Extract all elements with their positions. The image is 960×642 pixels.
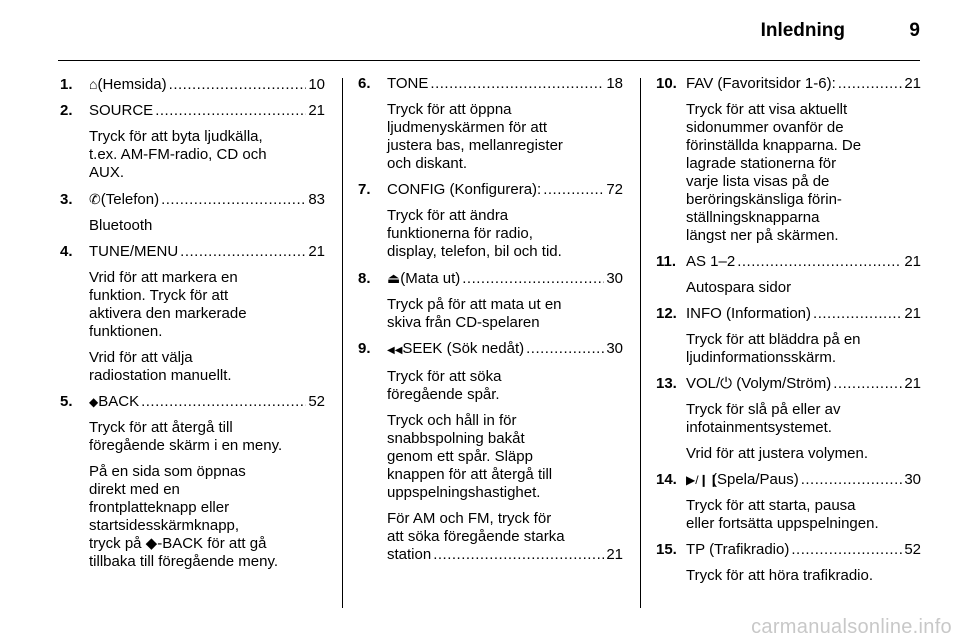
entry-page-ref: 52 <box>904 541 921 558</box>
index-entry <box>656 253 921 297</box>
entry-page-ref: 72 <box>606 181 623 198</box>
entry-number: 8. <box>358 270 371 287</box>
index-entry <box>656 471 921 533</box>
description-line: Tryck för att byta ljudkälla, <box>89 128 263 145</box>
entry-number: 6. <box>358 75 371 92</box>
description-line: Tryck för att starta, pausa <box>686 497 856 514</box>
play-pause-icon: ▶/❙❙ <box>686 473 719 487</box>
entry-number: 9. <box>358 340 371 357</box>
entry-number: 11. <box>656 253 677 270</box>
description-line: sidonummer ovanför de <box>686 119 844 136</box>
entry-description <box>358 412 623 502</box>
description-line: Tryck för att öppna <box>387 101 512 118</box>
description-line: funktion. Tryck för att <box>89 287 229 304</box>
back-arrow-icon: ◆ <box>89 395 99 409</box>
entry-number: 15. <box>656 541 677 558</box>
description-line: justera bas, mellanregister <box>387 137 563 154</box>
entry-number: 2. <box>60 102 73 119</box>
description-line: längst ner på skärmen. <box>686 227 839 244</box>
page-title: Inledning <box>760 20 845 41</box>
description-line: knappen för att återgå till <box>387 466 553 483</box>
description-line: AUX. <box>89 164 125 181</box>
description-line: tillbaka till föregående meny. <box>89 553 278 570</box>
entry-description <box>358 368 623 404</box>
dot-leader <box>526 340 604 358</box>
description-line: direkt med en <box>89 481 180 498</box>
description-line: Tryck och håll in för <box>387 412 517 429</box>
dot-leader <box>833 375 902 393</box>
entry-description <box>358 207 623 261</box>
entry-heading <box>656 305 921 323</box>
description-line: infotainmentsystemet. <box>686 419 832 436</box>
entry-page-ref: 18 <box>606 75 623 92</box>
description-line: föregående spår. <box>387 386 500 403</box>
entry-description <box>358 296 623 332</box>
entry-page-ref: 21 <box>308 102 325 119</box>
entry-label: (Hemsida) <box>97 76 167 93</box>
entry-heading <box>358 269 623 288</box>
entry-heading <box>60 393 325 411</box>
entry-label: TONE <box>387 75 429 92</box>
entry-heading <box>656 75 921 93</box>
description-line: funktionen. <box>89 323 163 340</box>
entry-page-ref: 83 <box>308 191 325 208</box>
entry-number: 13. <box>656 375 677 392</box>
index-entry <box>358 269 623 332</box>
dot-leader <box>430 75 604 93</box>
index-entry <box>656 541 921 585</box>
entry-description <box>60 128 325 182</box>
description-line: display, telefon, bil och tid. <box>387 243 562 260</box>
description-line: startsidesskärmknapp, <box>89 517 240 534</box>
entry-heading <box>60 243 325 261</box>
dot-leader <box>161 191 306 209</box>
entry-page-ref: 30 <box>904 471 921 488</box>
dot-leader <box>180 243 306 261</box>
index-entry <box>656 305 921 367</box>
description-line: att söka föregående starka <box>387 528 565 545</box>
entry-number: 10. <box>656 75 677 92</box>
phone-icon: ✆ <box>89 191 101 207</box>
column-2 <box>358 75 623 572</box>
description-line: Tryck för att återgå till <box>89 419 233 436</box>
description-line: Tryck för att söka <box>387 368 502 385</box>
entry-description <box>60 269 325 341</box>
description-line: uppspelningshastighet. <box>387 484 541 501</box>
entry-page-ref: 30 <box>606 270 623 287</box>
entry-heading <box>358 340 623 360</box>
description-line: frontplatteknapp eller <box>89 499 230 516</box>
entry-label: FAV (Favoritsidor 1-6): <box>686 75 836 92</box>
description-line: Tryck för slå på eller av <box>686 401 841 418</box>
dot-leader <box>543 181 604 199</box>
description-line: Bluetooth <box>89 217 153 234</box>
column-divider <box>342 78 343 608</box>
description-line: Tryck för att ändra <box>387 207 509 224</box>
seek-back-icon: ◀◀ <box>387 345 403 356</box>
entry-description <box>656 279 921 297</box>
entry-number: 3. <box>60 191 73 208</box>
index-entry <box>358 181 623 261</box>
entry-description <box>656 497 921 533</box>
entry-tail <box>358 546 623 564</box>
entry-heading <box>358 75 623 93</box>
entry-label: BACK <box>98 393 140 410</box>
description-line: ljudinformationsskärm. <box>686 349 837 366</box>
description-line: Tryck för att visa aktuellt <box>686 101 848 118</box>
entry-page-ref: 52 <box>308 393 325 410</box>
index-entry <box>60 75 325 94</box>
description-line: och diskant. <box>387 155 468 172</box>
description-line: föregående skärm i en meny. <box>89 437 283 454</box>
entry-description <box>656 401 921 437</box>
column-1 <box>60 75 325 579</box>
dot-leader <box>838 75 903 93</box>
entry-heading <box>358 181 623 199</box>
description-line: För AM och FM, tryck för <box>387 510 552 527</box>
description-line: aktivera den markerade <box>89 305 247 322</box>
dot-leader <box>791 541 902 559</box>
description-line: varje lista visas på de <box>686 173 830 190</box>
index-entry <box>60 102 325 182</box>
description-line: förinställda knapparna. De <box>686 137 862 154</box>
entry-heading <box>60 190 325 209</box>
dot-leader <box>155 102 306 120</box>
dot-leader <box>141 393 306 411</box>
column-3 <box>656 75 921 593</box>
entry-label: (Spela/Paus) <box>712 471 799 488</box>
description-line: ljudmenyskärmen för att <box>387 119 548 136</box>
description-line: Vrid för att markera en <box>89 269 238 286</box>
entry-label: CONFIG (Konfigurera): <box>387 181 542 198</box>
entry-page-ref: 21 <box>904 305 921 322</box>
description-line: snabbspolning bakåt <box>387 430 525 447</box>
index-entry <box>60 393 325 571</box>
description-line: t.ex. AM-FM-radio, CD och <box>89 146 267 163</box>
entry-label: TUNE/MENU <box>89 243 179 260</box>
entry-description <box>656 445 921 463</box>
column-divider <box>640 78 641 608</box>
dot-leader <box>462 270 604 288</box>
entry-page-ref: 10 <box>308 76 325 93</box>
entry-description <box>656 101 921 245</box>
entry-label: (Telefon) <box>100 191 160 208</box>
description-line: beröringskänsliga förin- <box>686 191 842 208</box>
entry-heading <box>656 375 921 393</box>
entry-heading <box>60 75 325 94</box>
entry-page-ref: 21 <box>606 546 623 563</box>
entry-heading <box>60 102 325 120</box>
dot-leader <box>813 305 902 323</box>
index-entry <box>656 75 921 245</box>
entry-description <box>60 349 325 385</box>
index-entry <box>60 243 325 385</box>
entry-number: 14. <box>656 471 677 488</box>
description-line: ställningsknapparna <box>686 209 820 226</box>
description-line: Tryck för att bläddra på en <box>686 331 861 348</box>
description-line: Autospara sidor <box>686 279 792 296</box>
dot-leader <box>433 546 604 564</box>
dot-leader <box>737 253 902 271</box>
description-line: Vrid för att justera volymen. <box>686 445 869 462</box>
entry-heading <box>656 471 921 489</box>
entry-description <box>656 331 921 367</box>
description-line: skiva från CD-spelaren <box>387 314 540 331</box>
entry-label: SEEK (Sök nedåt) <box>402 340 525 357</box>
dot-leader <box>801 471 903 489</box>
entry-page-ref: 21 <box>308 243 325 260</box>
entry-number: 4. <box>60 243 73 260</box>
entry-number: 5. <box>60 393 73 410</box>
dot-leader <box>169 76 307 94</box>
home-icon: ⌂ <box>89 76 98 92</box>
entry-label: TP (Trafikradio) <box>686 541 790 558</box>
entry-label: VOL/⏻ (Volym/Ström) <box>686 375 832 392</box>
entry-description <box>656 567 921 585</box>
watermark: carmanualsonline.info <box>751 616 952 638</box>
entry-label: INFO (Information) <box>686 305 812 322</box>
index-entry <box>358 75 623 173</box>
entry-number: 12. <box>656 305 677 322</box>
header-rule <box>58 60 920 61</box>
description-line: funktionerna för radio, <box>387 225 533 242</box>
entry-heading <box>656 253 921 271</box>
entry-page-ref: 21 <box>904 75 921 92</box>
entry-label: AS 1–2 <box>686 253 736 270</box>
index-entry <box>60 190 325 235</box>
entry-description <box>60 463 325 571</box>
index-entry <box>656 375 921 463</box>
description-line: lagrade stationerna för <box>686 155 837 172</box>
entry-heading <box>656 541 921 559</box>
description-line: genom ett spår. Släpp <box>387 448 533 465</box>
description-line: tryck på ◆-BACK för att gå <box>89 535 267 552</box>
description-line: Vrid för att välja <box>89 349 193 366</box>
entry-page-ref: 21 <box>904 253 921 270</box>
entry-description <box>60 419 325 455</box>
entry-number: 1. <box>60 76 73 93</box>
description-line: Tryck för att höra trafikradio. <box>686 567 874 584</box>
description-line: Tryck på för att mata ut en <box>387 296 562 313</box>
entry-description <box>358 101 623 173</box>
entry-description <box>358 510 623 546</box>
entry-page-ref: 30 <box>606 340 623 357</box>
description-line: På en sida som öppnas <box>89 463 246 480</box>
page-number: 9 <box>909 20 920 41</box>
eject-icon: ⏏ <box>387 270 401 286</box>
description-line: eller fortsätta uppspelningen. <box>686 515 879 532</box>
entry-label: SOURCE <box>89 102 154 119</box>
entry-label: (Mata ut) <box>400 270 461 287</box>
entry-number: 7. <box>358 181 371 198</box>
description-line: radiostation manuellt. <box>89 367 232 384</box>
entry-page-ref: 21 <box>904 375 921 392</box>
entry-description <box>60 217 325 235</box>
index-entry <box>358 340 623 564</box>
entry-label: station <box>387 546 432 563</box>
